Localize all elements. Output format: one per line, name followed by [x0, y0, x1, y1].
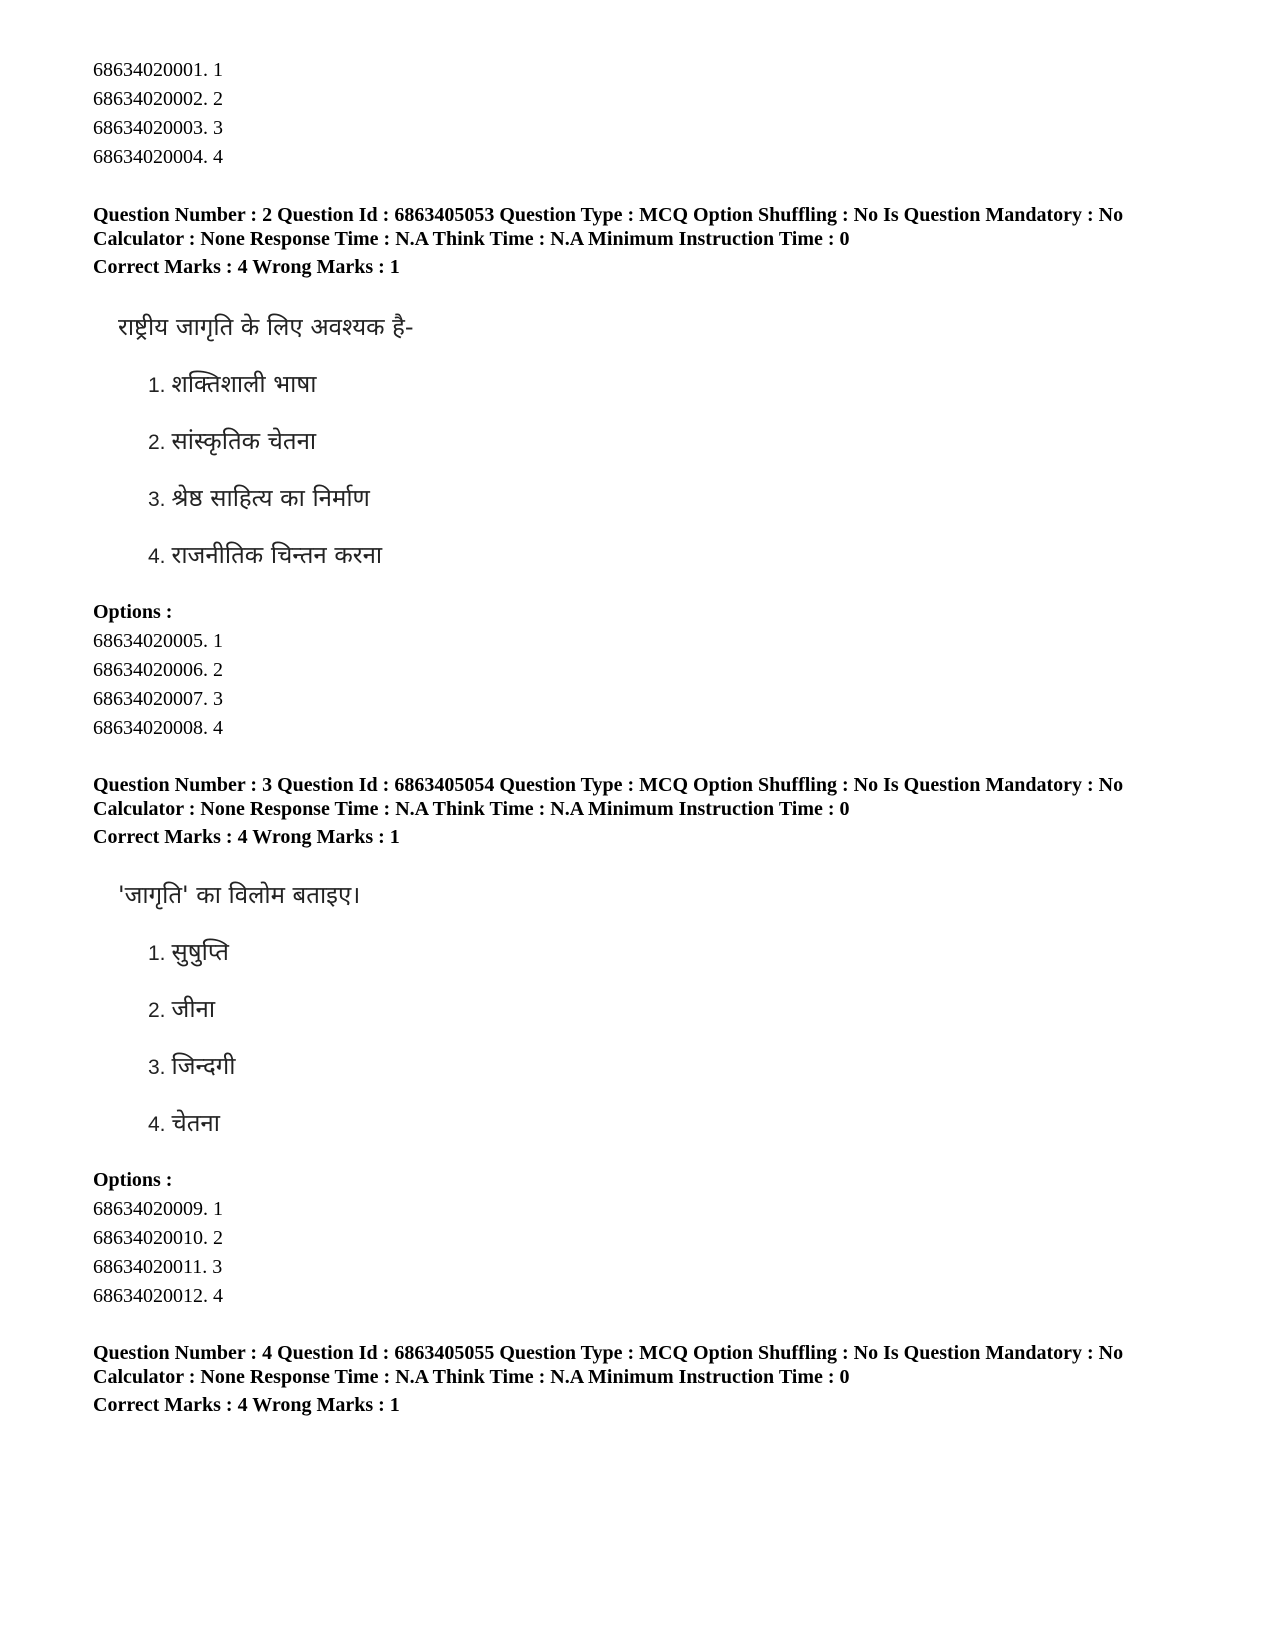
option-line: 68634020003. 3 [93, 117, 223, 139]
question-choice [148, 367, 316, 403]
options-label: Options : [93, 601, 173, 623]
question-choice [148, 538, 382, 574]
option-line: 68634020001. 1 [93, 59, 223, 81]
option-line: 68634020004. 4 [93, 146, 223, 168]
options-label: Options : [93, 1169, 173, 1191]
option-line: 68634020007. 3 [93, 688, 223, 710]
question-header-2: Calculator : None Response Time : N.A Think Time : N.A Minimum Instruction Time : 0 [93, 798, 850, 820]
question-choice [148, 424, 316, 460]
choice-text: जीना [171, 995, 216, 1023]
question-header-2: Calculator : None Response Time : N.A Think Time : N.A Minimum Instruction Time : 0 [93, 228, 850, 250]
question-text: राष्ट्रीय जागृति के लिए अवश्यक है- [118, 313, 414, 341]
question-marks: Correct Marks : 4 Wrong Marks : 1 [93, 1394, 400, 1416]
choice-number: 2. [148, 999, 166, 1022]
question-choice [148, 935, 229, 971]
question-choice [148, 481, 370, 517]
option-line: 68634020006. 2 [93, 659, 223, 681]
choice-text: राजनीतिक चिन्तन करना [171, 541, 383, 569]
option-line: 68634020009. 1 [93, 1198, 223, 1220]
question-text: 'जागृति' का विलोम बताइए। [118, 881, 361, 909]
choice-number: 3. [148, 1056, 166, 1079]
choice-number: 1. [148, 942, 166, 965]
choice-number: 2. [148, 431, 166, 454]
question-header: Question Number : 3 Question Id : 6863405054 Question Type : MCQ Option Shuffling : No Is Question Mandatory : No [93, 774, 1124, 796]
option-line: 68634020002. 2 [93, 88, 223, 110]
question-header-2: Calculator : None Response Time : N.A Think Time : N.A Minimum Instruction Time : 0 [93, 1366, 850, 1388]
question-marks: Correct Marks : 4 Wrong Marks : 1 [93, 256, 400, 278]
option-line: 68634020008. 4 [93, 717, 223, 739]
question-marks: Correct Marks : 4 Wrong Marks : 1 [93, 826, 400, 848]
question-choice [148, 1106, 220, 1142]
option-line: 68634020011. 3 [93, 1256, 223, 1278]
option-line: 68634020010. 2 [93, 1227, 223, 1249]
choice-text: चेतना [171, 1109, 220, 1137]
choice-text: शक्तिशाली भाषा [171, 370, 317, 398]
choice-text: जिन्दगी [171, 1052, 236, 1080]
choice-text: सांस्कृतिक चेतना [171, 427, 317, 455]
choice-number: 4. [148, 1113, 166, 1136]
choice-number: 3. [148, 488, 166, 511]
question-choice [148, 1049, 235, 1085]
option-line: 68634020005. 1 [93, 630, 223, 652]
question-choice [148, 992, 215, 1028]
choice-number: 1. [148, 374, 166, 397]
choice-number: 4. [148, 545, 166, 568]
choice-text: श्रेष्ठ साहित्य का निर्माण [171, 484, 370, 512]
choice-text: सुषुप्ति [171, 938, 229, 966]
question-header: Question Number : 2 Question Id : 6863405053 Question Type : MCQ Option Shuffling : No Is Question Mandatory : No [93, 204, 1124, 226]
option-line: 68634020012. 4 [93, 1285, 223, 1307]
question-header: Question Number : 4 Question Id : 6863405055 Question Type : MCQ Option Shuffling : No Is Question Mandatory : No [93, 1342, 1124, 1364]
